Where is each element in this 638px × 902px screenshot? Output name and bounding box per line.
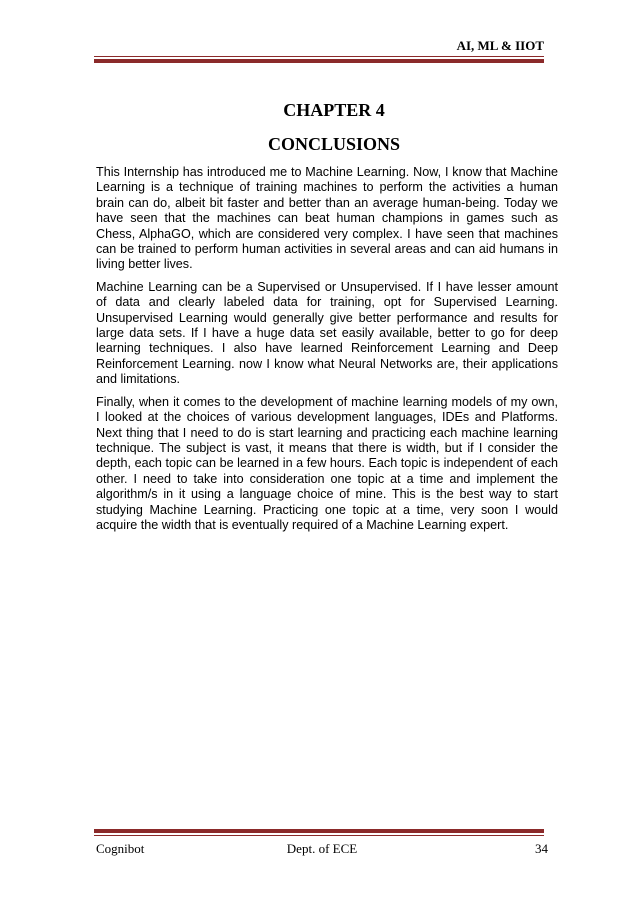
footer-organization: Cognibot	[96, 841, 145, 856]
page-number: 34	[535, 841, 548, 856]
footer-rule-thin	[94, 835, 544, 836]
running-header: AI, ML & IIOT	[456, 38, 544, 53]
footer-rule-thick	[94, 829, 544, 833]
body-text	[96, 165, 558, 540]
header-rule-thin	[94, 56, 544, 57]
paragraph: This Internship has introduced me to Machine Learning. Now, I know that Machine Learning is a technique of training machines to perform the activities a human brain can do, albeit bit faster and better than an average human-being. Today we have seen that the machines can beat human champions in games such as Chess, AlphaGO, which are considered very complex. I have seen that machines can be trained to perform human activities in several areas and can aid humans in living better lives.	[96, 165, 558, 272]
paragraph: Machine Learning can be a Supervised or Unsupervised. If I have lesser amount of data and clearly labeled data for training, opt for Supervised Learning. Unsupervised Learning would generally give better performance and results for large data sets. If I have a huge data set easily available, better to go for deep learning techniques. I also have learned Reinforcement Learning and Deep Reinforcement Learning. now I know what Neural Networks are, their applications and limitations.	[96, 279, 558, 387]
chapter-title: CONCLUSIONS	[267, 134, 401, 154]
paragraph: Finally, when it comes to the development of machine learning models of my own, I looked at the choices of various development languages, IDEs and Platforms. Next thing that I need to do is start learning and practicing each machine learning technique. The subject is vast, it means that there is width, but if I consider the depth, each topic can be learned in a few hours. Each topic is independent of each other. I need to take into consideration one topic at a time and implement the algorithm/s in it using a language choice of mine. This is the best way to start studying Machine Learning. Practicing one topic at a time, very soon I would acquire the width that is eventually required of a Machine Learning expert.	[96, 394, 558, 532]
chapter-label: CHAPTER 4	[283, 100, 385, 120]
header-rule-thick	[94, 59, 544, 63]
footer-department: Dept. of ECE	[286, 841, 358, 856]
